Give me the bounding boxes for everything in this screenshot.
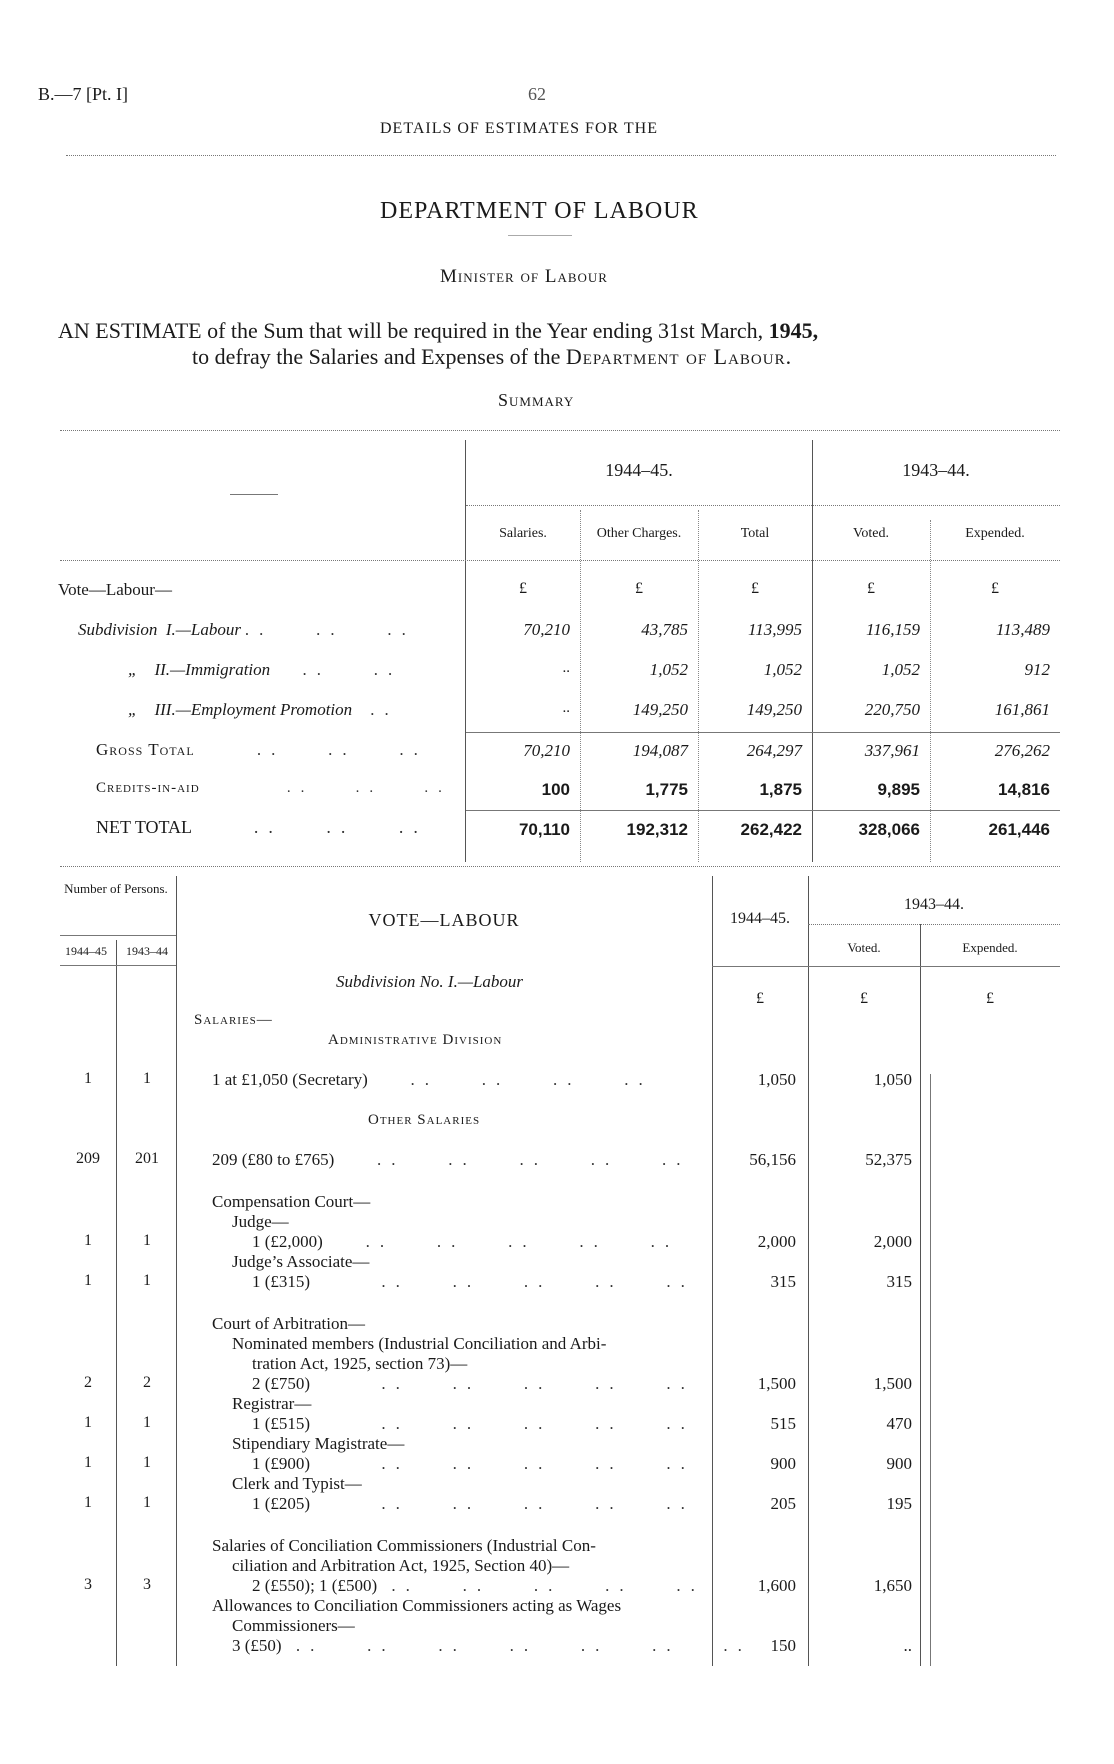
persons-1944: 3 — [84, 1576, 92, 1593]
salary-voted: 2,000 — [873, 1232, 912, 1251]
salary-line-text: 1 (£2,000) — [252, 1232, 323, 1251]
estimate-year: 1945, — [768, 318, 819, 343]
persons-1944: 2 — [84, 1374, 92, 1391]
salary-est: 56,156 — [749, 1150, 796, 1169]
gross-total: 264,297 — [746, 741, 802, 760]
col-expended: Expended. — [965, 526, 1025, 541]
persons-1943: 1 — [143, 1232, 151, 1249]
credits-other: 1,775 — [645, 780, 688, 799]
summary-bottom-rule — [60, 866, 1060, 867]
summary-dash — [230, 494, 278, 495]
vote-group-rule — [808, 924, 1060, 925]
summary-group-rule — [466, 505, 1060, 506]
persons-1943: 2 — [143, 1374, 151, 1391]
page-number: 62 — [528, 84, 546, 104]
summary-row-label: Subdivision I.—Labour .. .. .. — [78, 620, 417, 639]
minister-heading: Minister of Labour — [440, 266, 608, 287]
summary-row-other: 149,250 — [632, 700, 688, 719]
salary-line: 1 (£205) .. .. .. .. .. — [252, 1494, 695, 1513]
section-heading: Court of Arbitration— — [212, 1314, 365, 1333]
salary-est: 1,600 — [757, 1576, 796, 1595]
persons-heading: Number of Persons. — [64, 881, 168, 896]
summary-row-total: 149,250 — [746, 700, 802, 719]
summary-header-rule — [60, 560, 1060, 561]
persons-1944: 1 — [84, 1414, 92, 1431]
section-heading: Salaries of Conciliation Commissioners (Industrial Con- — [212, 1536, 596, 1555]
salary-line-text: 1 at £1,050 (Secretary) — [212, 1070, 368, 1089]
subsection-heading: Nominated members (Industrial Conciliation and Arbi- — [232, 1334, 607, 1353]
col-voted: Voted. — [853, 526, 889, 541]
net-voted: 328,066 — [858, 820, 920, 839]
net-other: 192,312 — [626, 820, 688, 839]
gross-total-label: Gross Total .. .. .. — [96, 740, 428, 759]
credits-expended: 14,816 — [998, 780, 1050, 799]
credits-voted: 9,895 — [877, 780, 920, 799]
subsection-heading: tration Act, 1925, section 73)— — [252, 1354, 468, 1373]
vote-currency-expended: £ — [986, 990, 994, 1007]
salary-est: 315 — [770, 1272, 796, 1291]
section-heading: Compensation Court— — [212, 1192, 371, 1211]
summary-row-salaries: 70,210 — [523, 620, 570, 639]
salary-line-text: 3 (£50) — [232, 1636, 282, 1655]
summary-row-expended: 161,861 — [994, 700, 1050, 719]
credits-in-aid-label: Credits-in-aid .. .. .. — [96, 780, 452, 796]
summary-group-1943: 1943–44. — [902, 460, 970, 480]
subsection-heading: Registrar— — [232, 1394, 312, 1413]
salary-est: 515 — [770, 1414, 796, 1433]
section-heading-cont: ciliation and Arbitration Act, 1925, Section 40)— — [232, 1556, 570, 1575]
summary-row-voted: 1,052 — [881, 660, 920, 679]
vote-currency-est: £ — [756, 990, 764, 1007]
persons-col-1943: 1943–44 — [126, 944, 168, 958]
summary-row-total: 1,052 — [763, 660, 802, 679]
summary-row-label-a: „ — [128, 700, 138, 719]
summary-row-label-a: „ — [128, 660, 138, 679]
salary-voted: 315 — [886, 1272, 912, 1291]
subsection-heading: Judge’s Associate— — [232, 1252, 370, 1271]
net-salaries: 70,110 — [518, 820, 570, 839]
salary-line: 1 (£2,000) .. .. .. .. .. — [252, 1232, 680, 1251]
subsection-heading: Judge— — [232, 1212, 289, 1231]
vote-vline-persons — [176, 876, 177, 1666]
persons-1943: 201 — [135, 1150, 159, 1167]
salary-line-text: 2 (£750) — [252, 1374, 311, 1393]
persons-1943: 1 — [143, 1414, 151, 1431]
persons-1943: 1 — [143, 1494, 151, 1511]
salary-voted: 195 — [886, 1494, 912, 1513]
persons-1943: 1 — [143, 1070, 151, 1087]
currency-salaries: £ — [519, 580, 527, 597]
salary-line: 3 (£50) .. .. .. .. .. .. .. — [232, 1636, 752, 1655]
persons-1944: 1 — [84, 1494, 92, 1511]
vote-labour-label: Vote—Labour— — [58, 580, 172, 599]
vote-header-rule — [712, 966, 1060, 967]
vote-vline-voted — [920, 924, 921, 1666]
salary-est: 205 — [770, 1494, 796, 1513]
persons-col-1944: 1944–45 — [65, 944, 107, 958]
other-salaries-heading: Other Salaries — [368, 1112, 481, 1128]
gross-voted: 337,961 — [864, 741, 920, 760]
vote-subdivision: Subdivision No. I.—Labour — [336, 972, 524, 991]
summary-row-label: „ III.—Employment Promotion .. — [128, 700, 400, 719]
vote-vline-persons-mid — [116, 940, 117, 1666]
salary-line-text: 1 (£315) — [252, 1272, 311, 1291]
vote-col-expended: Expended. — [962, 940, 1018, 955]
section-heading-cont: Commissioners— — [232, 1616, 355, 1635]
estimate-line-2 — [192, 344, 792, 370]
salary-voted: 1,650 — [873, 1576, 912, 1595]
salary-line-text: 2 (£550); 1 (£500) — [252, 1576, 378, 1595]
gross-salaries: 70,210 — [523, 741, 570, 760]
estimate-text-2: to defray the Salaries and Expenses of the — [192, 344, 561, 369]
summary-row-salaries: .. — [562, 700, 570, 716]
salary-line: 1 at £1,050 (Secretary) .. .. .. .. — [212, 1070, 653, 1089]
summary-heading: Summary — [498, 390, 575, 410]
gross-top-rule — [466, 732, 1060, 733]
section-heading: Allowances to Conciliation Commissioners acting as Wages — [212, 1596, 622, 1615]
salary-line: 1 (£900) .. .. .. .. .. — [252, 1454, 695, 1473]
persons-1944: 1 — [84, 1232, 92, 1249]
net-total-text: NET TOTAL — [96, 817, 192, 837]
col-salaries: Salaries. — [499, 526, 547, 541]
salary-line: 2 (£750) .. .. .. .. .. — [252, 1374, 695, 1393]
admin-division-heading: Administrative Division — [328, 1032, 503, 1048]
subsection-heading: Stipendiary Magistrate— — [232, 1434, 405, 1453]
credits-total: 1,875 — [759, 780, 802, 799]
summary-row-label-a: Subdivision — [78, 620, 158, 639]
estimate-lead: AN ESTIMATE — [58, 318, 202, 343]
col-other-charges: Other Charges. — [596, 526, 682, 541]
persons-1943: 1 — [143, 1454, 151, 1471]
credits-in-aid-text: Credits-in-aid — [96, 780, 200, 796]
net-total-label: NET TOTAL .. .. .. — [96, 817, 428, 837]
running-title: DETAILS OF ESTIMATES FOR THE — [380, 120, 658, 137]
summary-top-rule — [60, 430, 1060, 431]
persons-cols-rule — [60, 965, 176, 966]
persons-1944: 1 — [84, 1070, 92, 1087]
salary-est: 150 — [770, 1636, 796, 1655]
summary-row-label-b: II.—Immigration — [154, 660, 271, 679]
summary-row-total: 113,995 — [748, 620, 802, 639]
summary-row-expended: 912 — [1024, 660, 1050, 679]
salary-line-text: 209 (£80 to £765) — [212, 1150, 335, 1169]
currency-total: £ — [751, 580, 759, 597]
voted-brace — [930, 1074, 931, 1666]
salary-est: 900 — [770, 1454, 796, 1473]
vote-col-1943: 1943–44. — [904, 896, 964, 913]
title-rule — [508, 235, 572, 236]
salary-voted: 470 — [886, 1414, 912, 1433]
subsection-heading: Clerk and Typist— — [232, 1474, 362, 1493]
salary-voted: 900 — [886, 1454, 912, 1473]
summary-row-other: 1,052 — [649, 660, 688, 679]
summary-row-voted: 220,750 — [864, 700, 920, 719]
salary-est: 2,000 — [757, 1232, 796, 1251]
page-ref: B.—7 [Pt. I] — [38, 84, 128, 104]
salary-line-text: 1 (£205) — [252, 1494, 311, 1513]
summary-row-voted: 116,159 — [866, 620, 920, 639]
net-total: 262,422 — [740, 820, 802, 839]
currency-voted: £ — [867, 580, 875, 597]
header-rule — [66, 155, 1056, 156]
vote-title: VOTE—LABOUR — [368, 910, 520, 930]
summary-row-other: 43,785 — [641, 620, 688, 639]
salary-voted: 1,500 — [873, 1374, 912, 1393]
salary-line-text: 1 (£900) — [252, 1454, 311, 1473]
currency-expended: £ — [991, 580, 999, 597]
gross-total-text: Gross Total — [96, 740, 195, 759]
salary-line: 209 (£80 to £765) .. .. .. .. .. — [212, 1150, 691, 1169]
persons-1944: 1 — [84, 1272, 92, 1289]
vote-col-voted: Voted. — [847, 940, 881, 955]
summary-row-label-b: I.—Labour — [165, 620, 241, 639]
salary-line-text: 1 (£515) — [252, 1414, 311, 1433]
department-title: DEPARTMENT OF LABOUR — [380, 198, 699, 224]
salary-voted: .. — [903, 1636, 912, 1655]
estimate-line-1 — [58, 318, 818, 344]
persons-1944: 1 — [84, 1454, 92, 1471]
salary-line: 1 (£515) .. .. .. .. .. — [252, 1414, 695, 1433]
estimate-department: Department of Labour. — [565, 344, 793, 369]
vote-currency-voted: £ — [860, 990, 868, 1007]
gross-other: 194,087 — [632, 741, 688, 760]
summary-row-label-b: III.—Employment Promotion — [154, 700, 353, 719]
persons-1943: 1 — [143, 1272, 151, 1289]
persons-heading-rule — [60, 935, 176, 936]
currency-other: £ — [635, 580, 643, 597]
summary-row-expended: 113,489 — [996, 620, 1050, 639]
summary-group-1944: 1944–45. — [605, 460, 673, 480]
salaries-heading: Salaries— — [194, 1012, 273, 1028]
salary-est: 1,500 — [757, 1374, 796, 1393]
gross-expended: 276,262 — [994, 741, 1050, 760]
estimate-text: of the Sum that will be required in the Year ending 31st March, — [207, 318, 764, 343]
salary-line: 2 (£550); 1 (£500) .. .. .. .. .. — [252, 1576, 705, 1595]
net-top-rule — [466, 810, 1060, 811]
persons-1943: 3 — [143, 1576, 151, 1593]
summary-row-salaries: .. — [562, 660, 570, 676]
net-expended: 261,446 — [988, 820, 1050, 839]
col-total: Total — [740, 526, 770, 541]
salary-voted: 52,375 — [865, 1150, 912, 1169]
summary-row-label: „ II.—Immigration .. .. — [128, 660, 403, 679]
salary-est: 1,050 — [757, 1070, 796, 1089]
persons-1944: 209 — [76, 1150, 100, 1167]
salary-line: 1 (£315) .. .. .. .. .. — [252, 1272, 695, 1291]
credits-salaries: 100 — [541, 780, 570, 799]
salary-voted: 1,050 — [873, 1070, 912, 1089]
vote-col-1944: 1944–45. — [730, 910, 790, 927]
